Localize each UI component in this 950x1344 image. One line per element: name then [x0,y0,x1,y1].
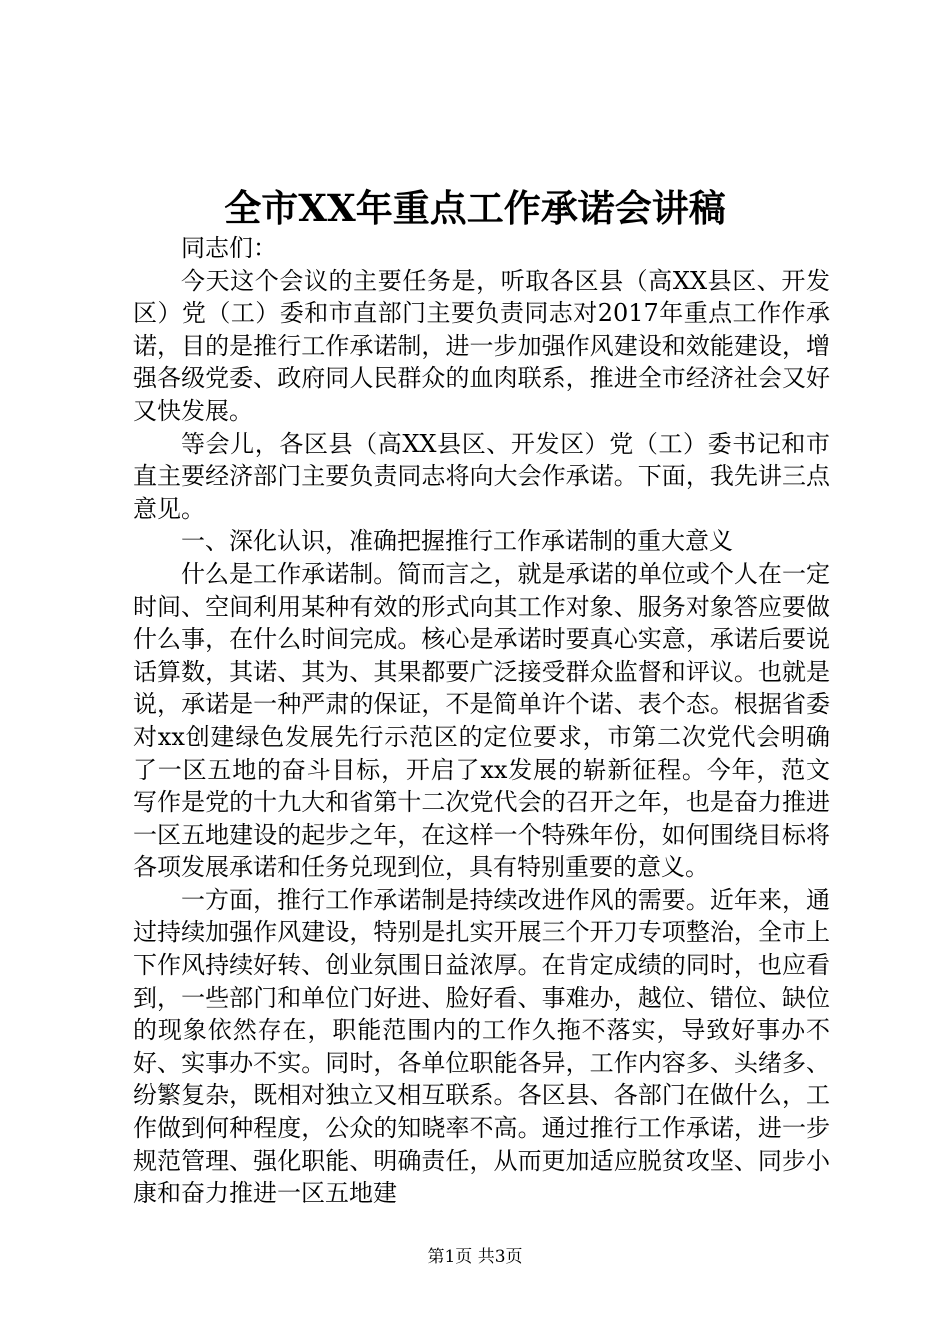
paragraph-1: 今天这个会议的主要任务是，听取各区县（高XX县区、开发区）党（工）委和市直部门主要负责同志对2017年重点工作作承诺，目的是推行工作承诺制，进一步加强作风建设和效能建设，增强各级党委、政府同人民群众的血肉联系，推进全市经济社会又好又快发展。 [133,266,830,425]
page-indicator: 第1页 共3页 [427,1247,523,1267]
document-body [133,232,830,1210]
paragraph-3: 什么是工作承诺制。简而言之，就是承诺的单位或个人在一定时间、空间利用某种有效的形式向其工作对象、服务对象答应要做什么事，在什么时间完成。核心是承诺时要真心实意，承诺后要说话算数，其诺、其为、其果都要广泛接受群众监督和评议。也就是说，承诺是一种严肃的保证，不是简单许个诺、表个态。根据省委对xx创建绿色发展先行示范区的定位要求，市第二次党代会明确了一区五地的奋斗目标，开启了xx发展的崭新征程。今年，范文写作是党的十九大和省第十二次党代会的召开之年，也是奋力推进一区五地建设的起步之年，在这样一个特殊年份，如何围绕目标将各项发展承诺和任务兑现到位，具有特别重要的意义。 [133,559,830,882]
paragraph-4: 一方面，推行工作承诺制是持续改进作风的需要。近年来，通过持续加强作风建设，特别是扎实开展三个开刀专项整治，全市上下作风持续好转、创业氛围日益浓厚。在肯定成绩的同时，也应看到，一些部门和单位门好进、脸好看、事难办，越位、错位、缺位的现象依然存在，职能范围内的工作久拖不落实，导致好事办不好、实事办不实。同时，各单位职能各异，工作内容多、头绪多、纷繁复杂，既相对独立又相互联系。各区县、各部门在做什么，工作做到何种程度，公众的知晓率不高。通过推行工作承诺，进一步规范管理、强化职能、明确责任，从而更加适应脱贫攻坚、同步小康和奋力推进一区五地建 [133,885,830,1208]
paragraph-2: 等会儿，各区县（高XX县区、开发区）党（工）委书记和市直主要经济部门主要负责同志将向大会作承诺。下面，我先讲三点意见。 [133,429,830,523]
section-heading-1: 一、深化认识，准确把握推行工作承诺制的重大意义 [181,527,733,556]
document-title: 全市XX年重点工作承诺会讲稿 [224,186,726,230]
salutation: 同志们： [181,234,277,262]
